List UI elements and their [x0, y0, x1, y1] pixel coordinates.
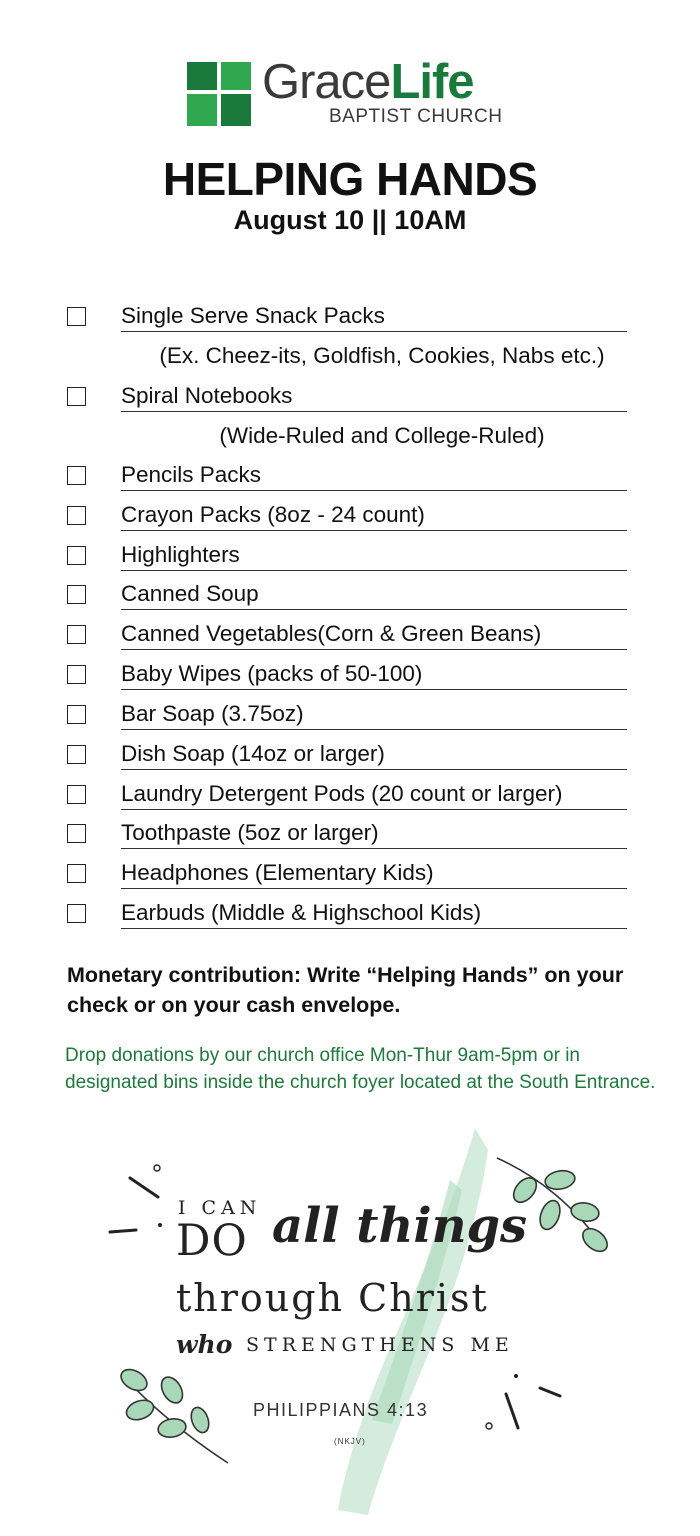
checklist-item: [0, 383, 700, 417]
underline: [121, 928, 627, 929]
item-label: Baby Wipes (packs of 50-100): [121, 661, 423, 686]
item-label: Canned Soup: [121, 581, 259, 606]
item-label: Highlighters: [121, 542, 240, 567]
underline: [121, 848, 627, 849]
checkbox[interactable]: [67, 466, 86, 485]
underline: [121, 530, 627, 531]
underline: [121, 490, 627, 491]
checkbox[interactable]: [67, 585, 86, 604]
checklist-item: [0, 781, 700, 815]
underline: [121, 649, 627, 650]
underline: [121, 888, 627, 889]
verse-line-1: I CAN: [178, 1197, 262, 1219]
checkbox[interactable]: [67, 745, 86, 764]
checkbox[interactable]: [67, 546, 86, 565]
item-label: Spiral Notebooks: [121, 383, 293, 408]
verse-reference: PHILIPPIANS 4:13: [253, 1400, 429, 1420]
event-date: August 10 || 10AM: [233, 205, 467, 235]
item-note: (Wide-Ruled and College-Ruled): [219, 423, 545, 448]
verse-version: (NKJV): [334, 1437, 366, 1446]
checklist-item: [0, 462, 700, 496]
underline: [121, 609, 627, 610]
page-title: HELPING HANDS: [162, 153, 538, 205]
verse-line-4b: STRENGTHENS ME: [246, 1334, 514, 1356]
checklist-item: [0, 860, 700, 894]
checkbox[interactable]: [67, 864, 86, 883]
verse-line-4a: who: [176, 1330, 233, 1359]
item-label: Toothpaste (5oz or larger): [121, 820, 379, 845]
checkbox[interactable]: [67, 705, 86, 724]
checklist-item: [0, 502, 700, 536]
item-label: Crayon Packs (8oz - 24 count): [121, 502, 425, 527]
checkbox[interactable]: [67, 506, 86, 525]
checkbox[interactable]: [67, 785, 86, 804]
item-label: Dish Soap (14oz or larger): [121, 741, 385, 766]
item-label: Pencils Packs: [121, 462, 262, 487]
item-label: Single Serve Snack Packs: [121, 303, 385, 328]
checkbox[interactable]: [67, 824, 86, 843]
item-label: Canned Vegetables(Corn & Green Beans): [121, 621, 542, 646]
underline: [121, 570, 627, 571]
verse-line-3: through Christ: [176, 1276, 489, 1320]
logo-name-life: Life: [390, 55, 474, 109]
cross-logo-icon: [187, 62, 251, 126]
checklist-item: [0, 581, 700, 615]
item-label: Bar Soap (3.75oz): [121, 701, 304, 726]
leaf-branch-icon: [117, 1365, 228, 1463]
dropoff-instructions: Drop donations by our church office Mon-Thur 9am-5pm or in designated bins inside the church foyer located at the South Entrance.: [65, 1045, 656, 1093]
item-label: Laundry Detergent Pods (20 count or larger): [121, 781, 563, 806]
monetary-contribution-text: Monetary contribution: Write “Helping Hands” on your check or on your cash envelope.: [67, 963, 624, 1017]
verse-decoration: [100, 1120, 620, 1530]
logo-wordmark: [262, 55, 474, 109]
checkbox[interactable]: [67, 387, 86, 406]
item-label: Earbuds (Middle & Highschool Kids): [121, 900, 482, 925]
checklist-item: [0, 542, 700, 576]
item-label: Headphones (Elementary Kids): [121, 860, 434, 885]
logo-subtitle: BAPTIST CHURCH: [329, 106, 503, 127]
checkbox[interactable]: [67, 904, 86, 923]
church-logo: [187, 55, 517, 128]
checklist-item: [0, 621, 700, 655]
checklist-item: [0, 701, 700, 735]
item-note: (Ex. Cheez-its, Goldfish, Cookies, Nabs etc.): [159, 343, 605, 368]
checklist-item: [0, 820, 700, 854]
checklist-item: [0, 303, 700, 337]
underline: [121, 729, 627, 730]
checkbox[interactable]: [67, 665, 86, 684]
underline: [121, 769, 627, 770]
underline: [121, 411, 627, 412]
checklist-item: [0, 741, 700, 775]
logo-name-grace: Grace: [262, 55, 391, 109]
underline: [121, 689, 627, 690]
checklist-item: [0, 661, 700, 695]
verse-line-2b: all things: [272, 1198, 528, 1254]
checklist-item: [0, 900, 700, 934]
checkbox[interactable]: [67, 307, 86, 326]
checkbox[interactable]: [67, 625, 86, 644]
underline: [121, 809, 627, 810]
underline: [121, 331, 627, 332]
verse-line-2a: DO: [176, 1216, 248, 1266]
